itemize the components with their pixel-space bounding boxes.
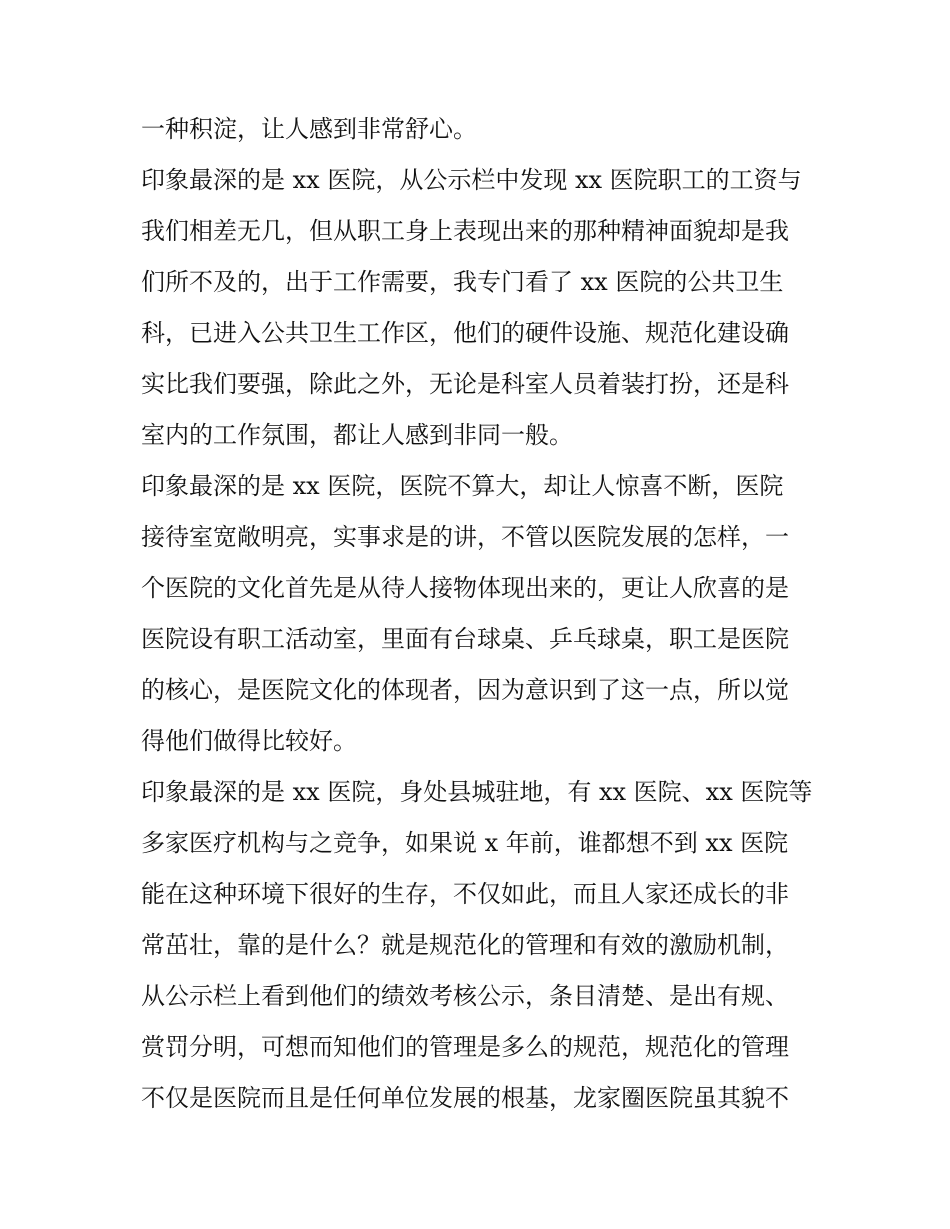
text-line: 印象最深的是 xx 医院，身处县城驻地，有 xx 医院、xx 医院等 bbox=[141, 778, 813, 806]
text-line: 的核心，是医院文化的体现者，因为意识到了这一点，所以觉 bbox=[141, 676, 789, 704]
text-line: 印象最深的是 xx 医院，医院不算大，却让人惊喜不断，医院 bbox=[141, 472, 784, 500]
text-line: 得他们做得比较好。 bbox=[141, 727, 357, 755]
text-line: 常茁壮，靠的是什么？就是规范化的管理和有效的激励机制， bbox=[141, 931, 789, 959]
text-line: 一种积淀，让人感到非常舒心。 bbox=[141, 115, 477, 143]
text-line: 实比我们要强，除此之外，无论是科室人员着装打扮，还是科 bbox=[141, 370, 789, 398]
text-line: 不仅是医院而且是任何单位发展的根基，龙家圈医院虽其貌不 bbox=[141, 1084, 789, 1112]
text-line: 能在这种环境下很好的生存，不仅如此，而且人家还成长的非 bbox=[141, 880, 789, 908]
body-text bbox=[141, 104, 813, 1124]
text-line: 从公示栏上看到他们的绩效考核公示，条目清楚、是出有规、 bbox=[141, 982, 789, 1010]
text-line: 们所不及的，出于工作需要，我专门看了 xx 医院的公共卫生 bbox=[141, 268, 784, 296]
text-line: 接待室宽敞明亮，实事求是的讲，不管以医院发展的怎样，一 bbox=[141, 523, 789, 551]
text-line: 我们相差无几，但从职工身上表现出来的那种精神面貌却是我 bbox=[141, 217, 789, 245]
text-line: 个医院的文化首先是从待人接物体现出来的，更让人欣喜的是 bbox=[141, 574, 789, 602]
text-line: 多家医疗机构与之竞争，如果说 x 年前，谁都想不到 xx 医院 bbox=[141, 829, 789, 857]
text-line: 室内的工作氛围，都让人感到非同一般。 bbox=[141, 421, 573, 449]
text-line: 印象最深的是 xx 医院，从公示栏中发现 xx 医院职工的工资与 bbox=[141, 166, 802, 194]
text-line: 科，已进入公共卫生工作区，他们的硬件设施、规范化建设确 bbox=[141, 319, 789, 347]
text-line: 赏罚分明，可想而知他们的管理是多么的规范，规范化的管理 bbox=[141, 1033, 789, 1061]
text-line: 医院设有职工活动室，里面有台球桌、乒乓球桌，职工是医院 bbox=[141, 625, 789, 653]
